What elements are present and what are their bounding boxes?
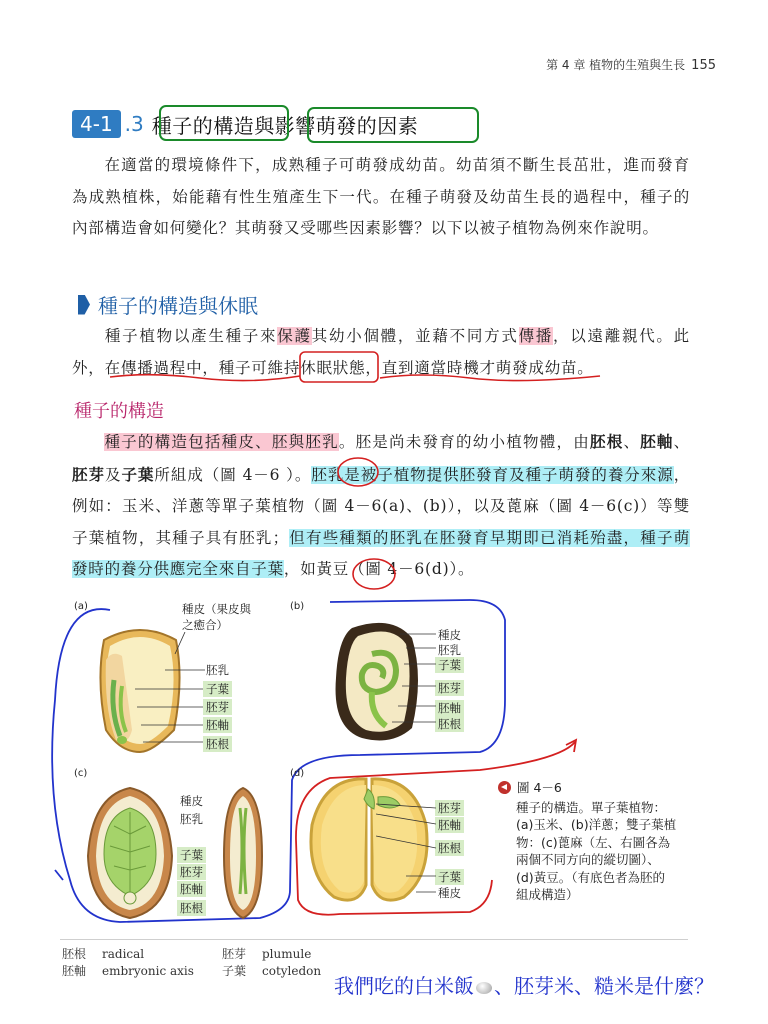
soybean-label: 種皮 xyxy=(438,886,461,900)
text-span: 種子植物以產生種子來 xyxy=(104,327,278,345)
soybean-label: 胚根 xyxy=(435,840,464,856)
rice-grain-icon xyxy=(476,982,492,994)
heading2-text: 種子的構造與休眠 xyxy=(98,294,258,318)
figure-caption xyxy=(498,779,698,904)
handwritten-note xyxy=(334,970,714,999)
term-hypocotyl: 胚軸 xyxy=(640,432,674,451)
caption-arrow-icon xyxy=(498,781,511,794)
onion-label: 子葉 xyxy=(435,657,464,673)
note-text: 我們吃的白米飯 xyxy=(334,974,474,998)
glossary-term-zh: 胚芽 xyxy=(222,947,247,961)
glossary-term-en: cotyledon xyxy=(262,964,322,978)
highlight-cotyledon-nutrition: 但有些種類的胚乳在胚發育早期即已消耗殆盡，種子萌發時的養分供應完全來自子葉 xyxy=(72,528,691,578)
onion-label: 胚乳 xyxy=(438,643,461,657)
caption-title: 圖 4－6 xyxy=(517,780,562,795)
castor-seed-left-diagram xyxy=(84,786,176,920)
term-cotyledon: 子葉 xyxy=(121,464,155,484)
corn-label: 胚根 xyxy=(203,736,232,752)
glossary-col-1 xyxy=(62,946,194,980)
section-subnumber: .3 xyxy=(124,112,144,136)
highlight-protect: 保護 xyxy=(277,327,312,345)
highlight-endosperm: 胚乳是被子植物提供胚發育及種子萌發的養分來源 xyxy=(311,465,674,484)
corn-label: 胚乳 xyxy=(206,663,229,677)
highlight-disperse: 傳播 xyxy=(518,327,554,345)
text-span: ，以遠離親代。此外，在傳播過程中，種子可維持休眠狀態，直到適當時機才萌發成幼苗。 xyxy=(72,327,690,377)
chapter-title: 第 4 章 植物的生殖與生長 xyxy=(546,58,686,72)
text-span: ，如黃豆（圖 4－6(d)）。 xyxy=(283,560,475,578)
onion-label: 胚芽 xyxy=(435,680,464,696)
text-span: 。胚是尚未發育的幼小植物體，由 xyxy=(338,433,590,451)
soybean-label: 胚芽 xyxy=(435,800,464,816)
corn-leader-lines xyxy=(125,632,207,744)
glossary-col-2 xyxy=(222,946,321,980)
castor-seed-right-diagram xyxy=(222,786,264,920)
onion-label: 胚根 xyxy=(435,716,464,732)
note-text: 、胚芽米、糙米是什麼？ xyxy=(494,974,714,998)
corn-label: 子葉 xyxy=(203,681,232,697)
soybean-label: 胚軸 xyxy=(435,817,464,833)
figure-b-letter: (b) xyxy=(290,601,305,612)
section-badge: 4-1 xyxy=(72,110,121,138)
figure-a-letter: (a) xyxy=(74,601,88,612)
castor-label: 胚軸 xyxy=(177,881,206,897)
glossary-term-en: plumule xyxy=(262,947,312,961)
caption-line: 兩個不同方向的縱切圖）、 xyxy=(516,852,660,867)
highlight-seed-parts: 種子的構造包括種皮、胚與胚乳 xyxy=(104,433,339,451)
corn-label: 胚芽 xyxy=(203,699,232,715)
onion-label: 種皮 xyxy=(438,628,461,642)
caption-line: (a)玉米、(b)洋蔥；雙子葉植 xyxy=(516,817,677,832)
glossary-term-zh: 胚軸 xyxy=(62,964,87,978)
caption-line: 物：(c)蓖麻（左、右圖各為 xyxy=(516,834,671,850)
caption-line: (d)黃豆。（有底色者為胚的 xyxy=(516,869,665,885)
glossary-term-zh: 子葉 xyxy=(222,964,247,978)
castor-label: 種皮 xyxy=(180,794,203,808)
term-radicle: 胚根 xyxy=(589,432,624,451)
section-heading: 種子的構造與影響萌發的因素 xyxy=(151,113,419,138)
castor-label: 胚芽 xyxy=(177,864,206,880)
figure-d-letter: (d) xyxy=(290,768,305,779)
text-span: 所組成（圖 4－6 ）。 xyxy=(154,465,312,484)
glossary-term-en: embryonic axis xyxy=(102,964,194,978)
onion-leader-lines xyxy=(380,630,436,730)
soybean-leader-lines xyxy=(376,796,436,896)
intro-text: 在適當的環境條件下，成熟種子可萌發成幼苗。幼苗須不斷生長茁壯，進而發育為成熟植株，始能藉有性生殖產生下一代。在種子萌發及幼苗生長的過程中，種子的內部構造會如何變化？其萌發又受哪些因素影響？以下以被子植物為例來作說明。 xyxy=(72,156,690,237)
text-span: 其幼小個體，並藉不同方式 xyxy=(311,327,519,345)
text-span: 及 xyxy=(104,465,122,484)
caption-line: 種子的構造。單子葉植物： xyxy=(516,799,667,815)
text-span: 、 xyxy=(623,433,641,451)
glossary-divider xyxy=(60,939,688,940)
caption-line: 組成構造） xyxy=(516,887,579,902)
onion-label: 胚軸 xyxy=(435,700,464,716)
soybean-label: 子葉 xyxy=(435,869,464,885)
text-span: 、 xyxy=(673,433,690,451)
subheading-seed-structure: 種子的構造 xyxy=(74,401,164,422)
glossary-term-en: radical xyxy=(102,947,145,961)
castor-label: 胚乳 xyxy=(180,812,203,826)
text-span: ，例如：玉米、洋蔥等單子葉植物（圖 4－6(a)、(b)），以及蓖麻（圖 4－6(c)）等雙子葉植物，其種子具有胚乳； xyxy=(72,465,691,547)
castor-label: 胚根 xyxy=(177,900,206,916)
corn-label-seedcoat: 種皮（果皮與之癒合） xyxy=(182,602,251,632)
corn-label: 胚軸 xyxy=(203,717,232,733)
castor-label: 子葉 xyxy=(177,847,206,863)
glossary-term-zh: 胚根 xyxy=(62,947,87,961)
figure-c-letter: (c) xyxy=(74,768,88,779)
term-plumule: 胚芽 xyxy=(72,464,105,484)
page-number: 155 xyxy=(691,58,716,73)
